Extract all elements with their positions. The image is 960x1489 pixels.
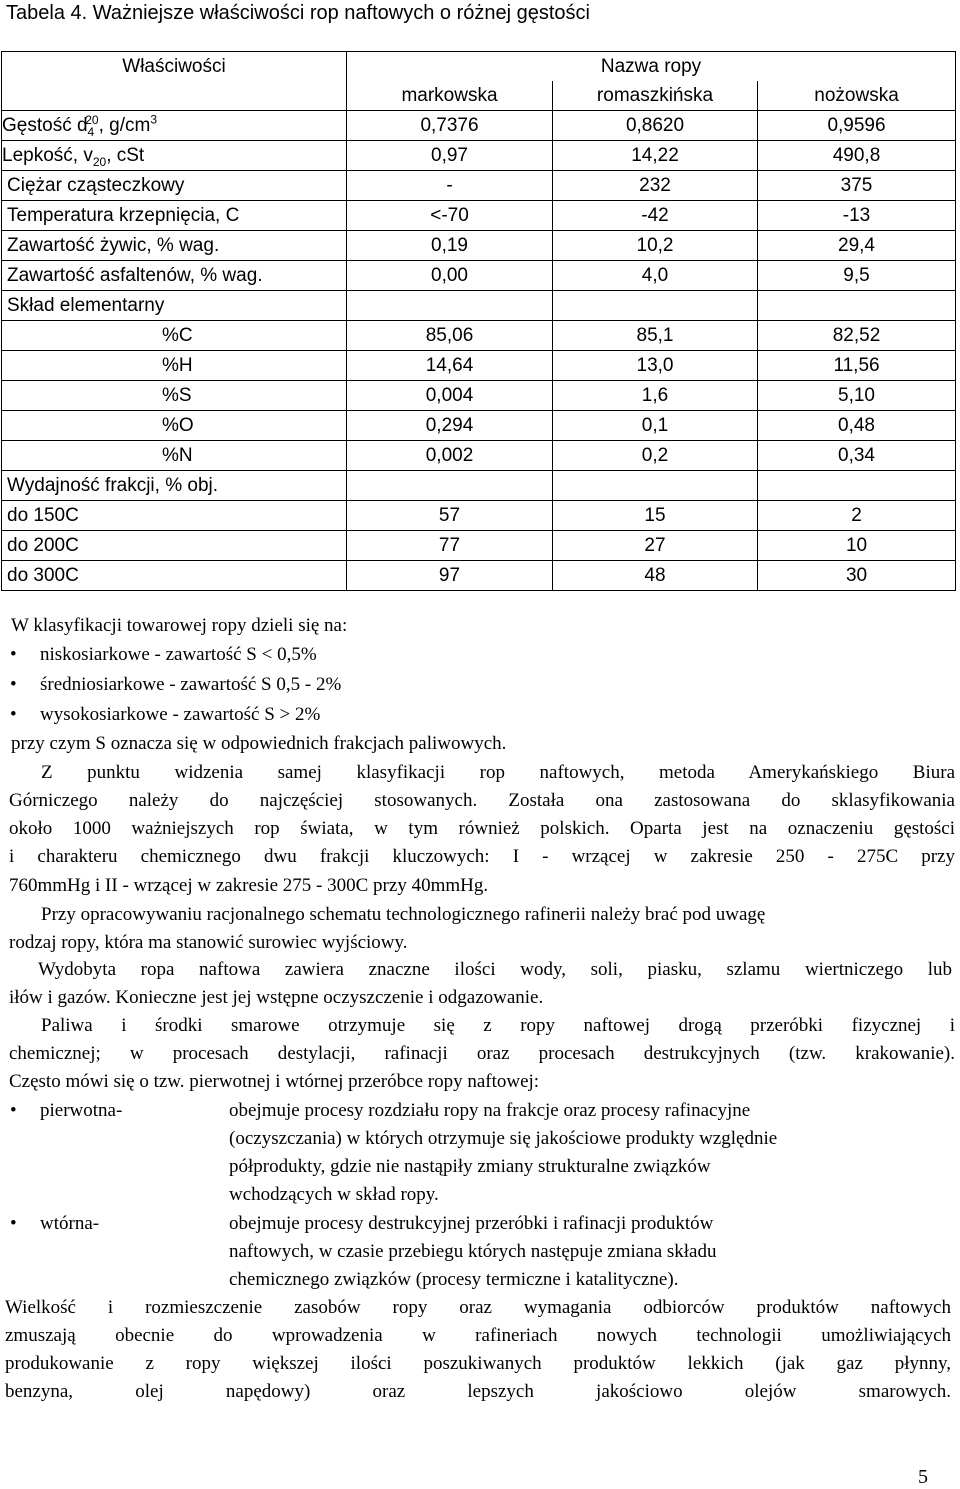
bullet-icon: • <box>10 644 17 665</box>
table-row <box>2 381 956 411</box>
table-row <box>2 501 956 531</box>
table-cell <box>347 291 553 321</box>
table-cell: 5,10 <box>758 381 956 411</box>
table-cell <box>553 471 758 501</box>
table-row <box>2 201 956 231</box>
properties-table <box>1 51 956 591</box>
paragraph-line: zmuszają obecnie do wprowadzenia w rafineriach nowych technologii umożliwiających <box>5 1325 951 1346</box>
paragraph-line: rodzaj ropy, która ma stanowić surowiec wyjściowy. <box>9 932 408 953</box>
table-cell: 85,1 <box>553 321 758 351</box>
table-cell: 0,8620 <box>553 111 758 141</box>
table-cell: 15 <box>553 501 758 531</box>
table-cell: 375 <box>758 171 956 201</box>
table-cell <box>758 471 956 501</box>
table-cell: 0,19 <box>347 231 553 261</box>
row-label: %H <box>2 351 347 381</box>
definition-term: pierwotna- <box>40 1100 123 1121</box>
paragraph-line: i charakteru chemicznego dwu frakcji kluczowych: I - wrzącej w zakresie 250 - 275C przy <box>9 846 955 867</box>
table-cell: 30 <box>758 561 956 591</box>
definition-line: naftowych, w czasie przebiegu których następuje zmiana składu <box>229 1241 717 1262</box>
row-label-viscosity: Lepkość, $v_{20}$, cSt <box>2 141 347 171</box>
table-row <box>2 291 956 321</box>
bullet-icon: • <box>10 1100 17 1121</box>
bullet-icon: • <box>10 1213 17 1234</box>
table-row <box>2 261 956 291</box>
table-cell: 0,9596 <box>758 111 956 141</box>
table-cell: 1,6 <box>553 381 758 411</box>
definition-line: półprodukty, gdzie nie nastąpiły zmiany strukturalne związków <box>229 1156 711 1177</box>
table-row <box>2 531 956 561</box>
column-header: nożowska <box>758 81 956 111</box>
table-caption: Tabela 4. Ważniejsze właściwości rop naftowych o różnej gęstości <box>6 2 590 24</box>
table-cell: 0,2 <box>553 441 758 471</box>
table-cell: 14,22 <box>553 141 758 171</box>
table-row <box>2 561 956 591</box>
table-cell: 0,97 <box>347 141 553 171</box>
table-cell: 0,7376 <box>347 111 553 141</box>
table-cell: 0,002 <box>347 441 553 471</box>
table-row <box>2 351 956 381</box>
definition-line: chemicznego związków (procesy termiczne i katalityczne). <box>229 1269 679 1290</box>
row-label: Temperatura krzepnięcia, C <box>2 201 347 231</box>
table-cell: 82,52 <box>758 321 956 351</box>
column-header: markowska <box>347 81 553 111</box>
row-label: %S <box>2 381 347 411</box>
paragraph-line: produkowanie z ropy większej ilości poszukiwanych produktów lekkich (jak gaz płynny, <box>5 1353 951 1374</box>
list-item: wysokosiarkowe - zawartość S > 2% <box>40 704 321 725</box>
table-cell: 0,294 <box>347 411 553 441</box>
table-cell: 0,1 <box>553 411 758 441</box>
table-cell: <-70 <box>347 201 553 231</box>
table-cell: 27 <box>553 531 758 561</box>
table-row <box>2 411 956 441</box>
table-cell: 0,00 <box>347 261 553 291</box>
table-cell: 0,48 <box>758 411 956 441</box>
row-label: do 200C <box>2 531 347 561</box>
paragraph-line: Z punktu widzenia samej klasyfikacji rop naftowych, metoda Amerykańskiego Biura <box>41 762 955 783</box>
paragraph-line: Górniczego należy do najczęściej stosowanych. Została ona zastosowana do sklasyfikowania <box>9 790 955 811</box>
table-cell: 14,64 <box>347 351 553 381</box>
table-row <box>2 471 956 501</box>
table-cell: 232 <box>553 171 758 201</box>
table-cell: 48 <box>553 561 758 591</box>
definition-line: (oczyszczania) w których otrzymuje się jakościowe produkty względnie <box>229 1128 778 1149</box>
row-label: %C <box>2 321 347 351</box>
table-cell: - <box>347 171 553 201</box>
table-header-row <box>2 52 956 82</box>
table-cell: 490,8 <box>758 141 956 171</box>
paragraph-line: około 1000 ważniejszych rop świata, w tym również polskich. Oparta jest na oznaczeniu gęstości <box>9 818 955 839</box>
list-item: średniosiarkowe - zawartość S 0,5 - 2% <box>40 674 342 695</box>
row-label: Zawartość żywic, % wag. <box>2 231 347 261</box>
table-cell: 0,34 <box>758 441 956 471</box>
table-cell: 4,0 <box>553 261 758 291</box>
classification-outro: przy czym S oznacza się w odpowiednich frakcjach paliwowych. <box>11 733 507 754</box>
table-cell: 77 <box>347 531 553 561</box>
table-row <box>2 441 956 471</box>
column-header: romaszkińska <box>553 81 758 111</box>
section-label-yield: Wydajność frakcji, % obj. <box>2 471 347 501</box>
bullet-icon: • <box>10 674 17 695</box>
table-row <box>2 321 956 351</box>
row-label: %N <box>2 441 347 471</box>
classification-intro: W klasyfikacji towarowej ropy dzieli się na: <box>11 615 348 636</box>
row-label-density: Gęstość $d_4^{20}$, $g/cm^3$ <box>2 111 347 141</box>
table-cell <box>347 471 553 501</box>
header-crude-name: Nazwa ropy <box>347 52 956 82</box>
row-label: Ciężar cząsteczkowy <box>2 171 347 201</box>
table-row <box>2 171 956 201</box>
definition-term: wtórna- <box>40 1213 100 1234</box>
paragraph-line: Często mówi się o tzw. pierwotnej i wtórnej przeróbce ropy naftowej: <box>9 1071 540 1092</box>
header-properties: Właściwości <box>2 52 347 111</box>
row-label: do 300C <box>2 561 347 591</box>
section-label-elemental: Skład elementarny <box>2 291 347 321</box>
table-row <box>2 111 956 141</box>
definition-line: obejmuje procesy rozdziału ropy na frakcje oraz procesy rafinacyjne <box>229 1100 751 1121</box>
row-label: do 150C <box>2 501 347 531</box>
paragraph-line: Wydobyta ropa naftowa zawiera znaczne ilości wody, soli, piasku, szlamu wiertniczego lub <box>38 959 952 980</box>
table-row <box>2 231 956 261</box>
table-cell: -13 <box>758 201 956 231</box>
paragraph-line: 760mmHg i II - wrzącej w zakresie 275 - 300C przy 40mmHg. <box>9 875 489 896</box>
definition-line: wchodzących w skład ropy. <box>229 1184 439 1205</box>
row-label: Zawartość asfaltenów, % wag. <box>2 261 347 291</box>
paragraph-line: iłów i gazów. Konieczne jest jej wstępne oczyszczenie i odgazowanie. <box>9 987 544 1008</box>
table-cell: 9,5 <box>758 261 956 291</box>
paragraph-line: benzyna, olej napędowy) oraz lepszych jakościowo olejów smarowych. <box>5 1381 951 1402</box>
page-number: 5 <box>918 1466 928 1488</box>
paragraph-line: Przy opracowywaniu racjonalnego schematu technologicznego rafinerii należy brać pod uwagę <box>41 904 766 925</box>
table-cell <box>758 291 956 321</box>
table-row <box>2 141 956 171</box>
table-cell: 0,004 <box>347 381 553 411</box>
table-cell: 57 <box>347 501 553 531</box>
table-cell: 10,2 <box>553 231 758 261</box>
table-cell: 2 <box>758 501 956 531</box>
paragraph-line: Paliwa i środki smarowe otrzymuje się z ropy naftowej drogą przeróbki fizycznej i <box>41 1015 955 1036</box>
paragraph-line: Wielkość i rozmieszczenie zasobów ropy oraz wymagania odbiorców produktów naftowych <box>5 1297 951 1318</box>
row-label: %O <box>2 411 347 441</box>
paragraph-line: chemicznej; w procesach destylacji, rafinacji oraz procesach destrukcyjnych (tzw. krakowanie). <box>9 1043 955 1064</box>
definition-line: obejmuje procesy destrukcyjnej przeróbki i rafinacji produktów <box>229 1213 714 1234</box>
table-cell: 11,56 <box>758 351 956 381</box>
bullet-icon: • <box>10 704 17 725</box>
table-cell: 13,0 <box>553 351 758 381</box>
table-cell <box>553 291 758 321</box>
table-cell: 10 <box>758 531 956 561</box>
table-cell: 97 <box>347 561 553 591</box>
table-cell: 85,06 <box>347 321 553 351</box>
list-item: niskosiarkowe - zawartość S < 0,5% <box>40 644 317 665</box>
table-cell: 29,4 <box>758 231 956 261</box>
table-cell: -42 <box>553 201 758 231</box>
